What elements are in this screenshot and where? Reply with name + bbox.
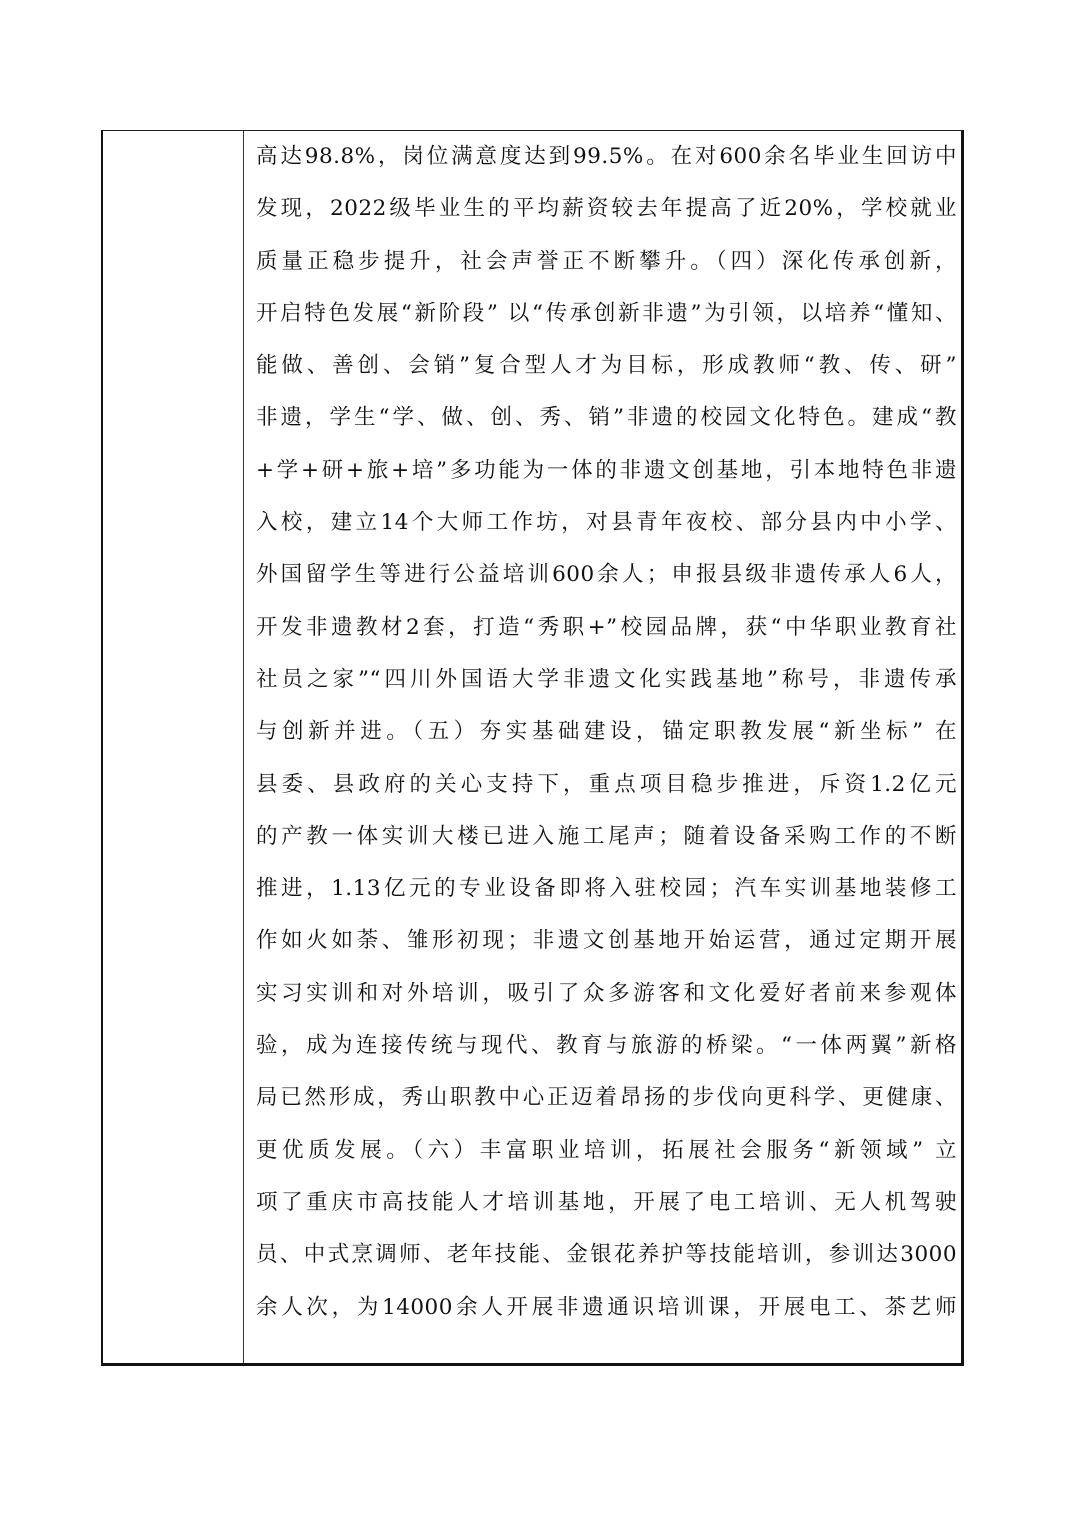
text-line: 作如火如荼、雏形初现；非遗文创基地开始运营，通过定期开展 [256,928,957,954]
text-line: 推进，1.13亿元的专业设备即将入驻校园；汽车实训基地装修工 [256,876,957,902]
text-line: 开启特色发展“新阶段” 以“传承创新非遗”为引领，以培养“懂知、 [256,300,957,326]
text-line: 外国留学生等进行公益培训600余人；申报县级非遗传承人6人， [256,562,957,588]
text-line: 开发非遗教材2套，打造“秀职+”校园品牌，获“中华职业教育社 [256,614,957,640]
text-line: 县委、县政府的关心支持下，重点项目稳步推进，斥资1.2亿元 [256,771,957,797]
text-line: 高达98.8%，岗位满意度达到99.5%。在对600余名毕业生回访中 [256,144,957,169]
text-line: 员、中式烹调师、老年技能、金银花养护等技能培训，参训达3000 [256,1242,957,1268]
text-line: 局已然形成，秀山职教中心正迈着昂扬的步伐向更科学、更健康、 [256,1085,957,1111]
text-line: 余人次，为14000余人开展非遗通识培训课，开展电工、茶艺师 [256,1294,957,1320]
text-line: 能做、善创、会销”复合型人才为目标，形成教师“教、传、研” [256,353,957,379]
text-line: 发现，2022级毕业生的平均薪资较去年提高了近20%，学校就业 [256,196,957,222]
text-line: 项了重庆市高技能人才培训基地，开展了电工培训、无人机驾驶 [256,1189,957,1215]
text-line: 社员之家”“四川外国语大学非遗文化实践基地”称号，非遗传承 [256,666,957,692]
text-line: 的产教一体实训大楼已进入施工尾声；随着设备采购工作的不断 [256,823,957,849]
text-line: +学+研+旅+培”多功能为一体的非遗文创基地，引本地特色非遗 [256,457,957,483]
text-line: 实习实训和对外培训，吸引了众多游客和文化爱好者前来参观体 [256,980,957,1006]
text-line: 非遗，学生“学、做、创、秀、销”非遗的校园文化特色。建成“教 [256,405,957,431]
label-cell [103,131,244,1363]
text-line: 与创新并进。（五）夯实基础建设，锚定职教发展“新坐标” 在 [256,719,957,745]
body-text-cell [244,131,961,1363]
text-line: 更优质发展。（六）丰富职业培训，拓展社会服务“新领域” 立 [256,1137,957,1163]
text-line: 验，成为连接传统与现代、教育与旅游的桥梁。“一体两翼”新格 [256,1033,957,1059]
content-table [101,130,964,1366]
text-line: 质量正稳步提升，社会声誉正不断攀升。（四）深化传承创新， [256,248,957,274]
text-line: 入校，建立14个大师工作坊，对县青年夜校、部分县内中小学、 [256,510,957,536]
